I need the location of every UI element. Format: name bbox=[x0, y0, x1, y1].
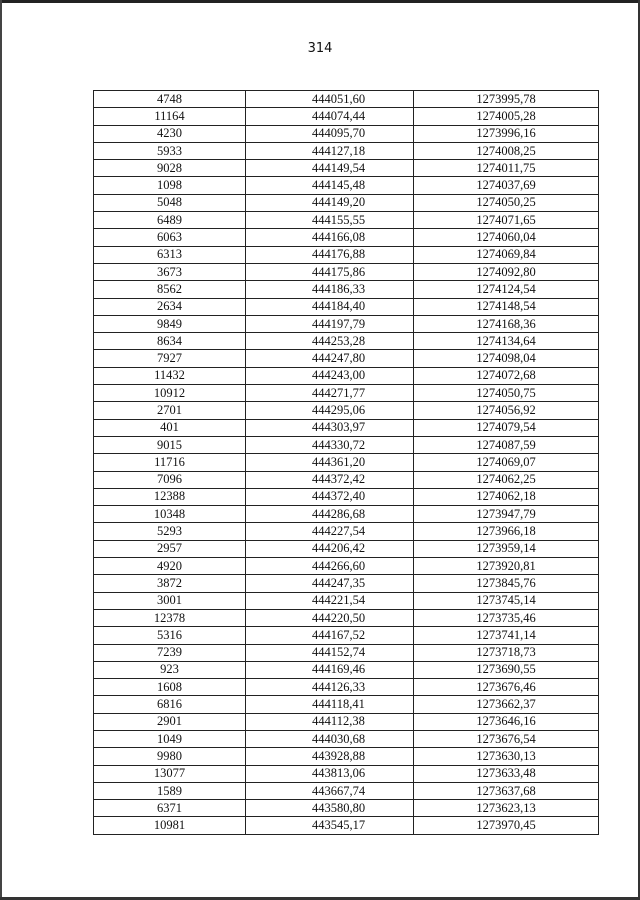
point-number-cell: 2957 bbox=[94, 540, 246, 557]
table-row bbox=[94, 125, 599, 142]
y-coordinate-cell: 1273947,79 bbox=[414, 506, 599, 523]
y-coordinate-cell: 1274098,04 bbox=[414, 350, 599, 367]
y-coordinate-cell: 1274087,59 bbox=[414, 436, 599, 453]
y-coordinate-cell: 1274072,68 bbox=[414, 367, 599, 384]
x-coordinate-cell: 444175,86 bbox=[246, 263, 414, 280]
y-coordinate-cell: 1273970,45 bbox=[414, 817, 599, 834]
y-coordinate-cell: 1274050,75 bbox=[414, 385, 599, 402]
point-number-cell: 2634 bbox=[94, 298, 246, 315]
table-row bbox=[94, 108, 599, 125]
x-coordinate-cell: 443667,74 bbox=[246, 782, 414, 799]
table-row bbox=[94, 385, 599, 402]
x-coordinate-cell: 444372,42 bbox=[246, 471, 414, 488]
y-coordinate-cell: 1274056,92 bbox=[414, 402, 599, 419]
y-coordinate-cell: 1273735,46 bbox=[414, 609, 599, 626]
x-coordinate-cell: 444372,40 bbox=[246, 488, 414, 505]
table-row bbox=[94, 367, 599, 384]
table-row bbox=[94, 91, 599, 108]
page-number: 314 bbox=[307, 41, 333, 56]
y-coordinate-cell: 1274005,28 bbox=[414, 108, 599, 125]
x-coordinate-cell: 443545,17 bbox=[246, 817, 414, 834]
table-row bbox=[94, 696, 599, 713]
y-coordinate-cell: 1274062,18 bbox=[414, 488, 599, 505]
x-coordinate-cell: 444221,54 bbox=[246, 592, 414, 609]
x-coordinate-cell: 444303,97 bbox=[246, 419, 414, 436]
point-number-cell: 1608 bbox=[94, 679, 246, 696]
table-row bbox=[94, 281, 599, 298]
table-row bbox=[94, 402, 599, 419]
point-number-cell: 10981 bbox=[94, 817, 246, 834]
coordinates-table bbox=[93, 90, 599, 835]
table-row bbox=[94, 229, 599, 246]
x-coordinate-cell: 444145,48 bbox=[246, 177, 414, 194]
x-coordinate-cell: 444186,33 bbox=[246, 281, 414, 298]
x-coordinate-cell: 444253,28 bbox=[246, 333, 414, 350]
y-coordinate-cell: 1274011,75 bbox=[414, 160, 599, 177]
x-coordinate-cell: 444118,41 bbox=[246, 696, 414, 713]
table-row bbox=[94, 540, 599, 557]
table-row bbox=[94, 730, 599, 747]
x-coordinate-cell: 444243,00 bbox=[246, 367, 414, 384]
point-number-cell: 5048 bbox=[94, 194, 246, 211]
x-coordinate-cell: 443580,80 bbox=[246, 800, 414, 817]
point-number-cell: 10348 bbox=[94, 506, 246, 523]
y-coordinate-cell: 1273959,14 bbox=[414, 540, 599, 557]
x-coordinate-cell: 444227,54 bbox=[246, 523, 414, 540]
y-coordinate-cell: 1273966,18 bbox=[414, 523, 599, 540]
x-coordinate-cell: 444149,20 bbox=[246, 194, 414, 211]
table-row bbox=[94, 436, 599, 453]
point-number-cell: 12388 bbox=[94, 488, 246, 505]
y-coordinate-cell: 1274124,54 bbox=[414, 281, 599, 298]
table-row bbox=[94, 644, 599, 661]
table-row bbox=[94, 782, 599, 799]
x-coordinate-cell: 444152,74 bbox=[246, 644, 414, 661]
y-coordinate-cell: 1273995,78 bbox=[414, 91, 599, 108]
point-number-cell: 5316 bbox=[94, 627, 246, 644]
y-coordinate-cell: 1274069,84 bbox=[414, 246, 599, 263]
point-number-cell: 7239 bbox=[94, 644, 246, 661]
table-row bbox=[94, 627, 599, 644]
point-number-cell: 6371 bbox=[94, 800, 246, 817]
point-number-cell: 6489 bbox=[94, 212, 246, 229]
point-number-cell: 3673 bbox=[94, 263, 246, 280]
point-number-cell: 2901 bbox=[94, 713, 246, 730]
y-coordinate-cell: 1273845,76 bbox=[414, 575, 599, 592]
x-coordinate-cell: 444166,08 bbox=[246, 229, 414, 246]
x-coordinate-cell: 444167,52 bbox=[246, 627, 414, 644]
table-row bbox=[94, 419, 599, 436]
x-coordinate-cell: 444286,68 bbox=[246, 506, 414, 523]
point-number-cell: 4230 bbox=[94, 125, 246, 142]
point-number-cell: 4920 bbox=[94, 558, 246, 575]
y-coordinate-cell: 1273718,73 bbox=[414, 644, 599, 661]
x-coordinate-cell: 444247,35 bbox=[246, 575, 414, 592]
table-row bbox=[94, 817, 599, 834]
y-coordinate-cell: 1273676,54 bbox=[414, 730, 599, 747]
x-coordinate-cell: 444030,68 bbox=[246, 730, 414, 747]
table-row bbox=[94, 142, 599, 159]
point-number-cell: 4748 bbox=[94, 91, 246, 108]
table-row bbox=[94, 506, 599, 523]
y-coordinate-cell: 1273996,16 bbox=[414, 125, 599, 142]
y-coordinate-cell: 1273741,14 bbox=[414, 627, 599, 644]
point-number-cell: 9849 bbox=[94, 315, 246, 332]
point-number-cell: 9980 bbox=[94, 748, 246, 765]
point-number-cell: 11164 bbox=[94, 108, 246, 125]
x-coordinate-cell: 444149,54 bbox=[246, 160, 414, 177]
page-border-left bbox=[0, 0, 2, 900]
table-row bbox=[94, 454, 599, 471]
x-coordinate-cell: 443813,06 bbox=[246, 765, 414, 782]
table-row bbox=[94, 246, 599, 263]
table-row bbox=[94, 315, 599, 332]
x-coordinate-cell: 444206,42 bbox=[246, 540, 414, 557]
table-row bbox=[94, 523, 599, 540]
y-coordinate-cell: 1274071,65 bbox=[414, 212, 599, 229]
point-number-cell: 1589 bbox=[94, 782, 246, 799]
y-coordinate-cell: 1273630,13 bbox=[414, 748, 599, 765]
point-number-cell: 1098 bbox=[94, 177, 246, 194]
point-number-cell: 9015 bbox=[94, 436, 246, 453]
y-coordinate-cell: 1273646,16 bbox=[414, 713, 599, 730]
point-number-cell: 11716 bbox=[94, 454, 246, 471]
point-number-cell: 7096 bbox=[94, 471, 246, 488]
point-number-cell: 10912 bbox=[94, 385, 246, 402]
table-row bbox=[94, 488, 599, 505]
x-coordinate-cell: 444220,50 bbox=[246, 609, 414, 626]
point-number-cell: 13077 bbox=[94, 765, 246, 782]
y-coordinate-cell: 1274037,69 bbox=[414, 177, 599, 194]
table-row bbox=[94, 592, 599, 609]
x-coordinate-cell: 444155,55 bbox=[246, 212, 414, 229]
x-coordinate-cell: 443928,88 bbox=[246, 748, 414, 765]
table-row bbox=[94, 333, 599, 350]
y-coordinate-cell: 1274079,54 bbox=[414, 419, 599, 436]
point-number-cell: 8562 bbox=[94, 281, 246, 298]
y-coordinate-cell: 1274134,64 bbox=[414, 333, 599, 350]
point-number-cell: 8634 bbox=[94, 333, 246, 350]
table-row bbox=[94, 263, 599, 280]
table-row bbox=[94, 575, 599, 592]
y-coordinate-cell: 1273637,68 bbox=[414, 782, 599, 799]
table-row bbox=[94, 800, 599, 817]
table-row bbox=[94, 765, 599, 782]
point-number-cell: 3001 bbox=[94, 592, 246, 609]
table-row bbox=[94, 471, 599, 488]
x-coordinate-cell: 444247,80 bbox=[246, 350, 414, 367]
table-row bbox=[94, 558, 599, 575]
point-number-cell: 7927 bbox=[94, 350, 246, 367]
y-coordinate-cell: 1274148,54 bbox=[414, 298, 599, 315]
x-coordinate-cell: 444112,38 bbox=[246, 713, 414, 730]
point-number-cell: 11432 bbox=[94, 367, 246, 384]
table-row bbox=[94, 298, 599, 315]
table-row bbox=[94, 177, 599, 194]
y-coordinate-cell: 1274168,36 bbox=[414, 315, 599, 332]
table-row bbox=[94, 679, 599, 696]
y-coordinate-cell: 1273633,48 bbox=[414, 765, 599, 782]
table-row bbox=[94, 713, 599, 730]
x-coordinate-cell: 444176,88 bbox=[246, 246, 414, 263]
x-coordinate-cell: 444266,60 bbox=[246, 558, 414, 575]
x-coordinate-cell: 444197,79 bbox=[246, 315, 414, 332]
y-coordinate-cell: 1274050,25 bbox=[414, 194, 599, 211]
point-number-cell: 2701 bbox=[94, 402, 246, 419]
table-row bbox=[94, 609, 599, 626]
y-coordinate-cell: 1273745,14 bbox=[414, 592, 599, 609]
point-number-cell: 6313 bbox=[94, 246, 246, 263]
page-border-top bbox=[0, 0, 640, 3]
x-coordinate-cell: 444095,70 bbox=[246, 125, 414, 142]
y-coordinate-cell: 1273920,81 bbox=[414, 558, 599, 575]
y-coordinate-cell: 1273676,46 bbox=[414, 679, 599, 696]
point-number-cell: 3872 bbox=[94, 575, 246, 592]
point-number-cell: 9028 bbox=[94, 160, 246, 177]
y-coordinate-cell: 1274062,25 bbox=[414, 471, 599, 488]
x-coordinate-cell: 444127,18 bbox=[246, 142, 414, 159]
table-row bbox=[94, 212, 599, 229]
table-row bbox=[94, 350, 599, 367]
x-coordinate-cell: 444051,60 bbox=[246, 91, 414, 108]
y-coordinate-cell: 1273623,13 bbox=[414, 800, 599, 817]
point-number-cell: 401 bbox=[94, 419, 246, 436]
x-coordinate-cell: 444271,77 bbox=[246, 385, 414, 402]
x-coordinate-cell: 444361,20 bbox=[246, 454, 414, 471]
x-coordinate-cell: 444330,72 bbox=[246, 436, 414, 453]
point-number-cell: 923 bbox=[94, 661, 246, 678]
point-number-cell: 6816 bbox=[94, 696, 246, 713]
y-coordinate-cell: 1274069,07 bbox=[414, 454, 599, 471]
y-coordinate-cell: 1273662,37 bbox=[414, 696, 599, 713]
table-row bbox=[94, 661, 599, 678]
point-number-cell: 6063 bbox=[94, 229, 246, 246]
y-coordinate-cell: 1273690,55 bbox=[414, 661, 599, 678]
y-coordinate-cell: 1274092,80 bbox=[414, 263, 599, 280]
table-row bbox=[94, 748, 599, 765]
table-row bbox=[94, 160, 599, 177]
point-number-cell: 12378 bbox=[94, 609, 246, 626]
point-number-cell: 5293 bbox=[94, 523, 246, 540]
x-coordinate-cell: 444295,06 bbox=[246, 402, 414, 419]
y-coordinate-cell: 1274008,25 bbox=[414, 142, 599, 159]
y-coordinate-cell: 1274060,04 bbox=[414, 229, 599, 246]
coordinates-table-body bbox=[94, 91, 599, 835]
point-number-cell: 1049 bbox=[94, 730, 246, 747]
x-coordinate-cell: 444169,46 bbox=[246, 661, 414, 678]
x-coordinate-cell: 444184,40 bbox=[246, 298, 414, 315]
x-coordinate-cell: 444126,33 bbox=[246, 679, 414, 696]
table-row bbox=[94, 194, 599, 211]
x-coordinate-cell: 444074,44 bbox=[246, 108, 414, 125]
point-number-cell: 5933 bbox=[94, 142, 246, 159]
